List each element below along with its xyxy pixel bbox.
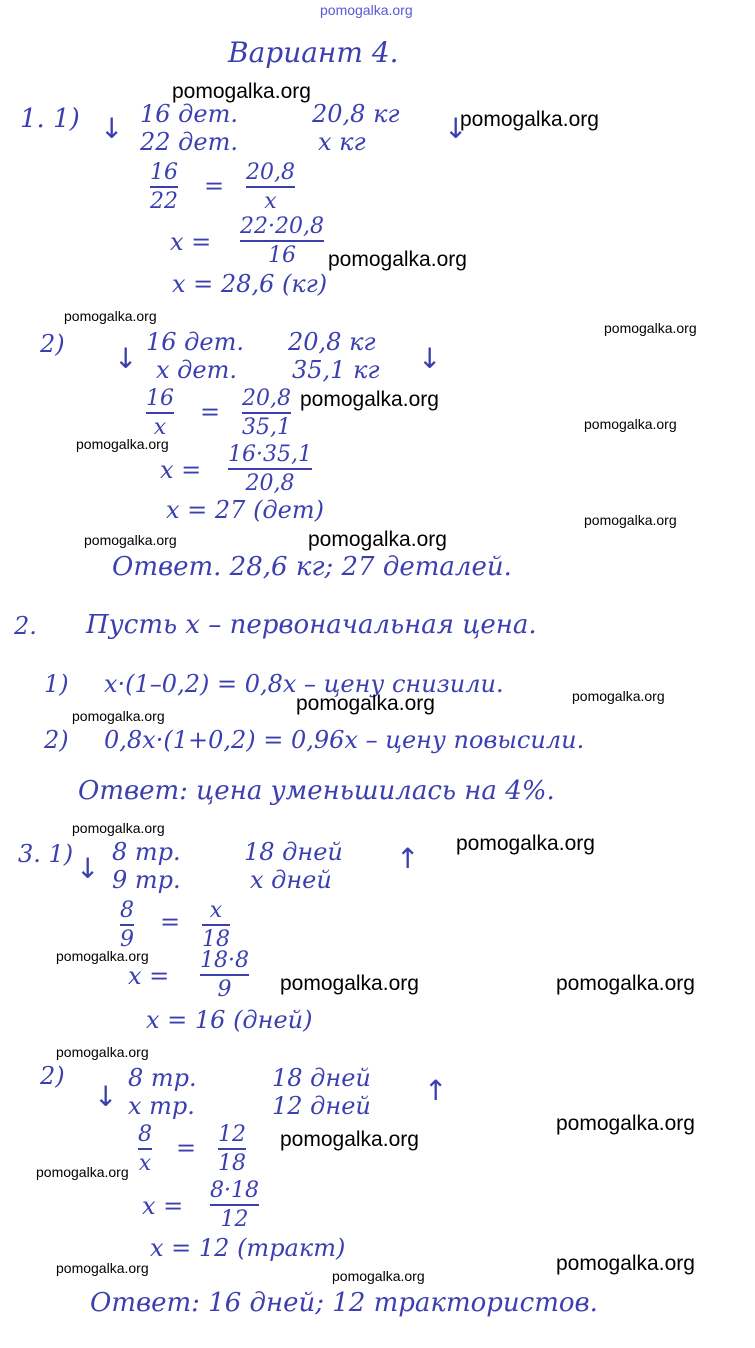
task1-part1-number: 1. 1) xyxy=(20,104,80,134)
watermark-top: pomogalka.org xyxy=(320,2,413,18)
task1-p2-fraction-2 xyxy=(242,386,291,440)
denominator: 18 xyxy=(202,927,230,952)
task1-p2-row1b: 20,8 кг xyxy=(288,328,376,356)
watermark: pomogalka.org xyxy=(76,436,169,452)
task1-part2-number: 2) xyxy=(40,330,65,358)
watermark: pomogalka.org xyxy=(64,308,157,324)
numerator: 16 xyxy=(146,386,174,411)
watermark: pomogalka.org xyxy=(56,1044,149,1060)
numerator: 20,8 xyxy=(242,386,291,411)
task1-p1-fraction-2 xyxy=(246,160,295,214)
arrow-down-icon: ↓ xyxy=(94,1080,118,1113)
task1-p1-row2a: 22 дет. xyxy=(140,128,238,156)
equals-sign: = xyxy=(160,908,181,936)
task3-part1-number: 3. 1) xyxy=(18,840,74,868)
task3-p2-x-equals: x = xyxy=(142,1192,184,1220)
task1-answer: Ответ. 28,6 кг; 27 деталей. xyxy=(112,552,512,582)
watermark: pomogalka.org xyxy=(328,248,467,271)
watermark: pomogalka.org xyxy=(556,1252,695,1275)
task2-line1-number: 1) xyxy=(44,670,69,698)
equals-sign: = xyxy=(200,398,221,426)
denominator: 22 xyxy=(150,189,178,214)
watermark: pomogalka.org xyxy=(584,416,677,432)
task3-p1-row2b: x дней xyxy=(250,866,332,894)
arrow-down-icon: ↓ xyxy=(76,852,100,885)
task3-p2-row2b: 12 дней xyxy=(272,1092,371,1120)
task1-p1-row2b: x кг xyxy=(318,128,366,156)
task3-p1-fraction-3 xyxy=(200,948,249,1002)
numerator: 8·18 xyxy=(210,1178,259,1203)
watermark: pomogalka.org xyxy=(84,532,177,548)
watermark: pomogalka.org xyxy=(308,528,447,551)
task2-line2: 0,8x·(1+0,2) = 0,96x – цену повысили. xyxy=(104,726,585,754)
watermark: pomogalka.org xyxy=(56,1260,149,1276)
watermark: pomogalka.org xyxy=(556,972,695,995)
denominator: 9 xyxy=(120,927,134,952)
numerator: 8 xyxy=(120,898,134,923)
numerator: 20,8 xyxy=(246,160,295,185)
task3-p2-row1b: 18 дней xyxy=(272,1064,371,1092)
numerator: 16 xyxy=(150,160,178,185)
task2-line2-number: 2) xyxy=(44,726,69,754)
task2-answer: Ответ: цена уменьшилась на 4%. xyxy=(78,776,555,806)
page-title: Вариант 4. xyxy=(228,36,399,69)
task3-p2-row1a: 8 тр. xyxy=(128,1064,197,1092)
task3-p1-x-equals: x = xyxy=(128,962,170,990)
task1-p2-result: x = 27 (дет) xyxy=(166,496,324,524)
numerator: 22·20,8 xyxy=(240,214,324,239)
task3-part2-number: 2) xyxy=(40,1062,65,1090)
arrow-down-icon: ↓ xyxy=(114,342,138,375)
numerator: 8 xyxy=(138,1122,152,1147)
arrow-up-icon: ↑ xyxy=(424,1074,448,1107)
watermark: pomogalka.org xyxy=(456,832,595,855)
task2-line1: x·(1–0,2) = 0,8x – цену снизили. xyxy=(104,670,504,698)
denominator: x xyxy=(138,1151,152,1176)
watermark: pomogalka.org xyxy=(172,80,311,103)
denominator: x xyxy=(153,415,167,440)
watermark: pomogalka.org xyxy=(460,108,599,131)
watermark: pomogalka.org xyxy=(72,708,165,724)
arrow-down-icon: ↓ xyxy=(100,112,124,145)
denominator: 9 xyxy=(217,977,232,1002)
watermark: pomogalka.org xyxy=(572,688,665,704)
task3-p1-row2a: 9 тр. xyxy=(112,866,181,894)
task1-p1-row1b: 20,8 кг xyxy=(312,100,400,128)
task1-p1-result: x = 28,6 (кг) xyxy=(172,270,328,298)
numerator: x xyxy=(209,898,223,923)
watermark: pomogalka.org xyxy=(556,1112,695,1135)
watermark: pomogalka.org xyxy=(604,320,697,336)
denominator: 16 xyxy=(267,243,296,268)
watermark: pomogalka.org xyxy=(280,1128,419,1151)
watermark: pomogalka.org xyxy=(332,1268,425,1284)
task3-p1-row1b: 18 дней xyxy=(244,838,343,866)
watermark: pomogalka.org xyxy=(36,1164,129,1180)
denominator: x xyxy=(264,189,277,214)
task3-answer: Ответ: 16 дней; 12 трактористов. xyxy=(90,1288,598,1318)
task1-p1-fraction-1 xyxy=(150,160,178,214)
watermark: pomogalka.org xyxy=(72,820,165,836)
task1-p2-fraction-3 xyxy=(228,442,312,496)
task3-p2-fraction-1 xyxy=(138,1122,152,1176)
task1-p2-row1a: 16 дет. xyxy=(146,328,244,356)
watermark: pomogalka.org xyxy=(296,692,435,715)
task2-statement: Пусть x – первоначальная цена. xyxy=(86,610,537,640)
numerator: 16·35,1 xyxy=(228,442,312,467)
task3-p2-fraction-2 xyxy=(218,1122,246,1176)
watermark: pomogalka.org xyxy=(584,512,677,528)
task3-p1-fraction-2 xyxy=(202,898,230,952)
task3-p2-result: x = 12 (тракт) xyxy=(150,1234,346,1262)
task1-p2-row2b: 35,1 кг xyxy=(292,356,380,384)
watermark: pomogalka.org xyxy=(56,948,149,964)
equals-sign: = xyxy=(204,172,225,200)
task1-p2-fraction-1 xyxy=(146,386,174,440)
denominator: 18 xyxy=(218,1151,246,1176)
arrow-down-icon: ↓ xyxy=(418,342,442,375)
task1-p1-fraction-3 xyxy=(240,214,324,268)
arrow-up-icon: ↑ xyxy=(396,842,420,875)
watermark: pomogalka.org xyxy=(280,972,419,995)
denominator: 20,8 xyxy=(245,471,295,496)
task3-p2-row2a: x тр. xyxy=(128,1092,195,1120)
arrow-down-icon: ↓ xyxy=(444,112,468,145)
task1-p1-row1a: 16 дет. xyxy=(140,100,238,128)
task1-p2-row2a: x дет. xyxy=(156,356,237,384)
equals-sign: = xyxy=(176,1134,197,1162)
numerator: 18·8 xyxy=(200,948,249,973)
task3-p2-fraction-3 xyxy=(210,1178,259,1232)
task1-p2-x-equals: x = xyxy=(160,456,202,484)
task3-p1-fraction-1 xyxy=(120,898,134,952)
task1-p1-x-equals: x = xyxy=(170,228,212,256)
denominator: 12 xyxy=(220,1207,249,1232)
watermark: pomogalka.org xyxy=(300,388,439,411)
task3-p1-result: x = 16 (дней) xyxy=(146,1006,313,1034)
task3-p1-row1a: 8 тр. xyxy=(112,838,181,866)
denominator: 35,1 xyxy=(242,415,291,440)
task2-number: 2. xyxy=(14,612,37,640)
numerator: 12 xyxy=(218,1122,246,1147)
